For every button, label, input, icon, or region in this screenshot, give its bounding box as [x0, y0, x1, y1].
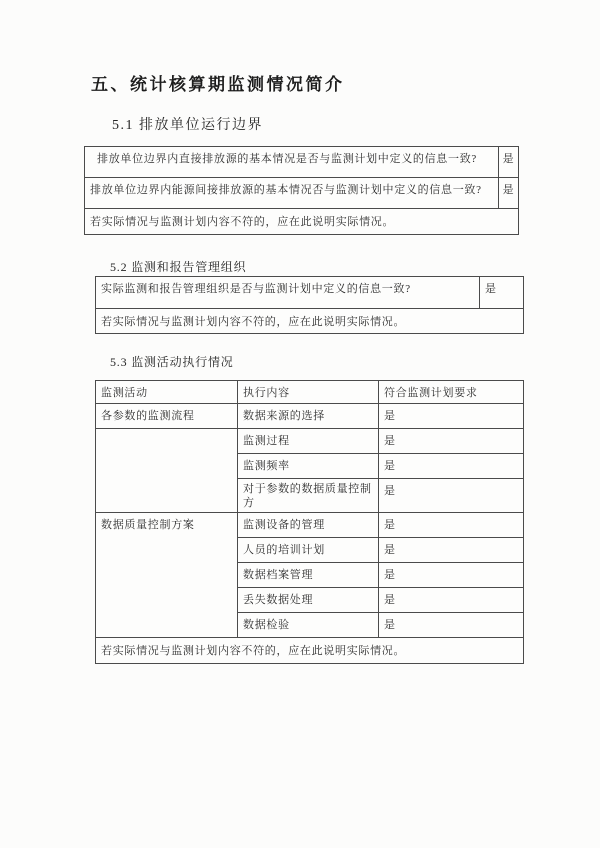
compliance-cell: 是 [379, 538, 524, 563]
table-row [85, 209, 519, 235]
note-cell: 若实际情况与监测计划内容不符的，应在此说明实际情况。 [96, 309, 524, 334]
table-header-row [96, 381, 524, 404]
section-heading-5-3: 5.3 监测活动执行情况 [110, 355, 234, 369]
content-cell: 监测设备的管理 [238, 513, 379, 538]
compliance-cell: 是 [379, 563, 524, 588]
table-row [85, 147, 519, 178]
column-header-content: 执行内容 [238, 381, 379, 404]
activity-cell-empty [96, 429, 238, 513]
content-cell: 数据档案管理 [238, 563, 379, 588]
table-emission-unit-boundary [84, 146, 519, 235]
content-cell: 数据检验 [238, 613, 379, 638]
activity-cell: 数据质量控制方案 [96, 513, 238, 638]
table-row [96, 429, 524, 454]
note-cell: 若实际情况与监测计划内容不符的，应在此说明实际情况。 [85, 209, 519, 235]
table-row [85, 178, 519, 209]
compliance-cell: 是 [379, 429, 524, 454]
compliance-cell: 是 [379, 513, 524, 538]
table-row [96, 404, 524, 429]
compliance-cell: 是 [379, 613, 524, 638]
content-cell: 监测过程 [238, 429, 379, 454]
section-heading-5-1: 5.1 排放单位运行边界 [112, 118, 263, 133]
question-cell: 排放单位边界内直接排放源的基本情况是否与监测计划中定义的信息一致? [85, 147, 499, 178]
compliance-cell: 是 [379, 404, 524, 429]
answer-cell: 是 [499, 147, 519, 178]
table-row [96, 277, 524, 309]
column-header-compliance: 符合监测计划要求 [379, 381, 524, 404]
table-row [96, 638, 524, 664]
content-cell: 对于参数的数据质量控制方 [238, 479, 379, 513]
section-heading-5-2: 5.2 监测和报告管理组织 [110, 260, 247, 274]
column-header-activity: 监测活动 [96, 381, 238, 404]
note-cell: 若实际情况与监测计划内容不符的，应在此说明实际情况。 [96, 638, 524, 664]
content-cell: 监测频率 [238, 454, 379, 479]
question-cell: 排放单位边界内能源间接排放源的基本情况否与监测计划中定义的信息一致? [85, 178, 499, 209]
content-cell: 丢失数据处理 [238, 588, 379, 613]
table-monitoring-report-org [95, 276, 524, 334]
compliance-cell: 是 [379, 588, 524, 613]
answer-cell: 是 [499, 178, 519, 209]
compliance-cell: 是 [379, 454, 524, 479]
compliance-cell: 是 [379, 479, 524, 513]
question-cell: 实际监测和报告管理组织是否与监测计划中定义的信息一致? [96, 277, 480, 309]
content-cell: 数据来源的选择 [238, 404, 379, 429]
table-monitoring-activity [95, 380, 524, 664]
content-cell: 人员的培训计划 [238, 538, 379, 563]
page-title: 五、统计核算期监测情况简介 [91, 75, 345, 94]
answer-cell: 是 [480, 277, 524, 309]
table-row [96, 309, 524, 334]
table-row [96, 513, 524, 538]
activity-cell: 各参数的监测流程 [96, 404, 238, 429]
